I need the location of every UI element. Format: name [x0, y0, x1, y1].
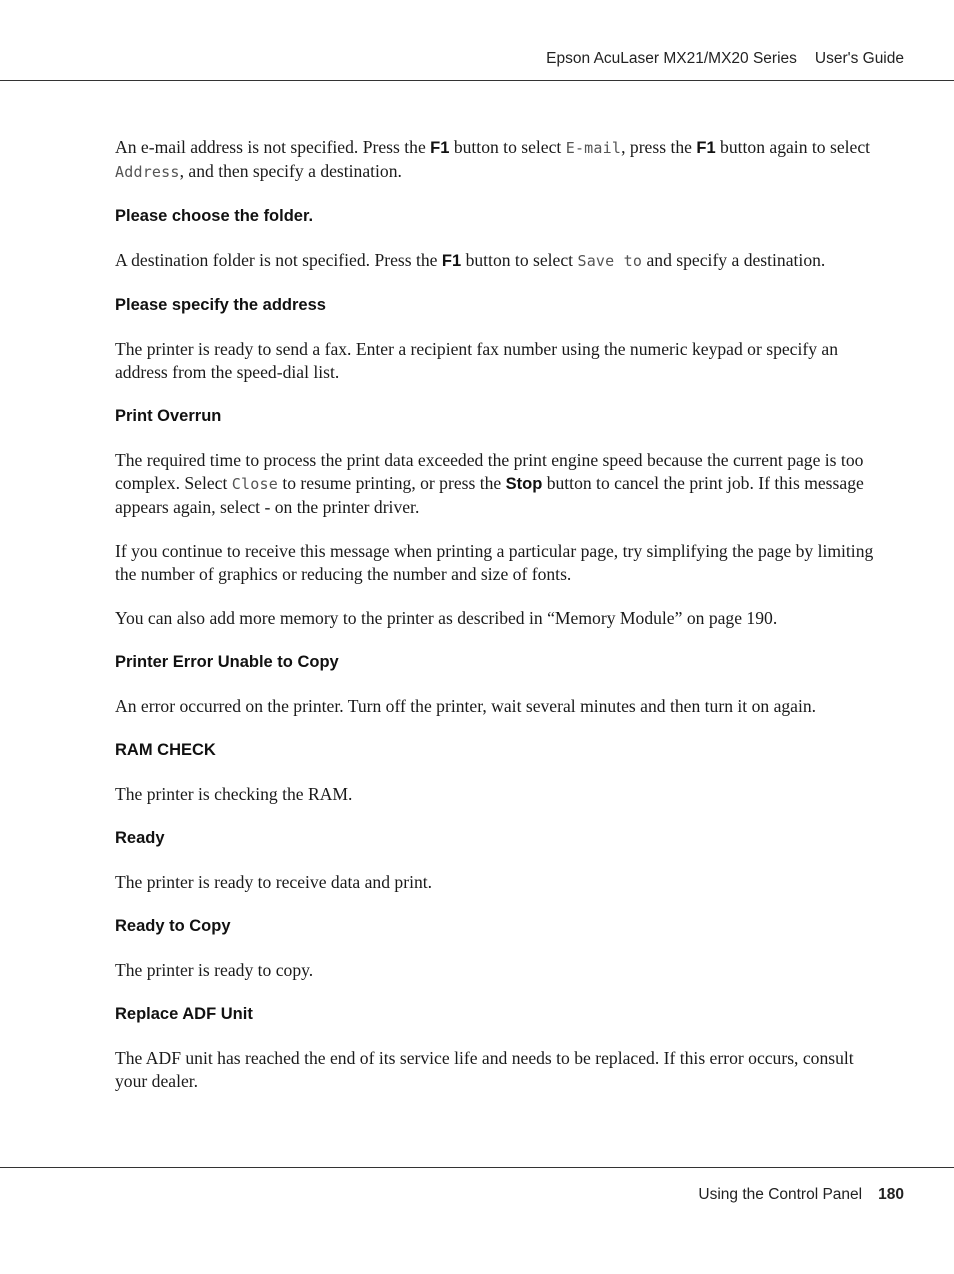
body-paragraph: [115, 249, 890, 273]
section-heading: Please choose the folder.: [115, 207, 314, 225]
body-paragraph: [115, 695, 890, 718]
text-run: button to select: [461, 250, 578, 270]
lcd-message-text: Close: [231, 475, 278, 493]
page-footer: [698, 1186, 904, 1204]
section-heading: Print Overrun: [115, 407, 222, 425]
section-heading: RAM CHECK: [115, 741, 216, 759]
body-paragraph: [115, 449, 890, 519]
lcd-message-text: E-mail: [565, 139, 622, 157]
text-run: The printer is checking the RAM.: [115, 784, 353, 804]
lcd-message-text: Address: [115, 163, 180, 181]
text-run: You can also add more memory to the printer as described in “Memory Module” on page 190.: [115, 608, 778, 628]
text-run: A destination folder is not specified. Press the: [115, 250, 442, 270]
section-heading: Ready: [115, 829, 165, 847]
text-run: If you continue to receive this message when printing a particular page, try simplifying the page by limiting the number of graphics or reducing the number and size of fonts.: [115, 541, 874, 584]
footer-rule: [0, 1167, 954, 1168]
body-paragraph: [115, 871, 890, 894]
lcd-message-text: Save to: [577, 252, 643, 270]
section-heading: Ready to Copy: [115, 917, 231, 935]
header-guide-name: User's Guide: [814, 50, 904, 67]
body-paragraph: [115, 1047, 890, 1093]
body-paragraph: [115, 959, 890, 982]
text-run: The printer is ready to copy.: [115, 960, 314, 980]
text-run: An error occurred on the printer. Turn off the printer, wait several minutes and then turn it on again.: [115, 696, 817, 716]
text-run: and specify a destination.: [642, 250, 826, 270]
text-run: The printer is ready to receive data and print.: [115, 872, 433, 892]
body-paragraph: [115, 338, 890, 384]
text-run: button to cancel the print job. If this message appears again, select - on the printer driver.: [115, 473, 864, 517]
text-run: to resume printing, or press the: [277, 473, 506, 493]
text-run: An e-mail address is not specified. Press the: [115, 137, 431, 157]
section-heading: Printer Error Unable to Copy: [115, 653, 339, 671]
document-body: [115, 136, 890, 1114]
button-name: F1: [441, 252, 462, 270]
page-number: 180: [878, 1186, 904, 1203]
text-run: The printer is ready to send a fax. Enter a recipient fax number using the numeric keypad or specify an address from the speed-dial list.: [115, 339, 839, 382]
text-run: button again to select: [715, 137, 871, 157]
page-header: [0, 0, 954, 81]
body-paragraph: [115, 540, 890, 586]
section-heading: Please specify the address: [115, 296, 326, 314]
body-paragraph: [115, 607, 890, 630]
body-paragraph: [115, 136, 890, 184]
button-name: F1: [430, 139, 450, 157]
text-run: button to select: [449, 137, 566, 157]
section-heading: Replace ADF Unit: [115, 1005, 253, 1023]
button-name: F1: [696, 139, 716, 157]
body-paragraph: [115, 783, 890, 806]
text-run: , press the: [621, 137, 697, 157]
text-run: The ADF unit has reached the end of its service life and needs to be replaced. If this error occurs, consult your dealer.: [115, 1048, 854, 1091]
header-text: [546, 50, 904, 68]
button-name: Stop: [505, 475, 543, 493]
text-run: The required time to process the print data exceeded the print engine speed because the current page is too complex. Select: [115, 450, 864, 493]
footer-section-name: Using the Control Panel: [698, 1186, 863, 1203]
text-run: , and then specify a destination.: [179, 161, 402, 181]
header-product-name: Epson AcuLaser MX21/MX20 Series: [546, 50, 797, 67]
